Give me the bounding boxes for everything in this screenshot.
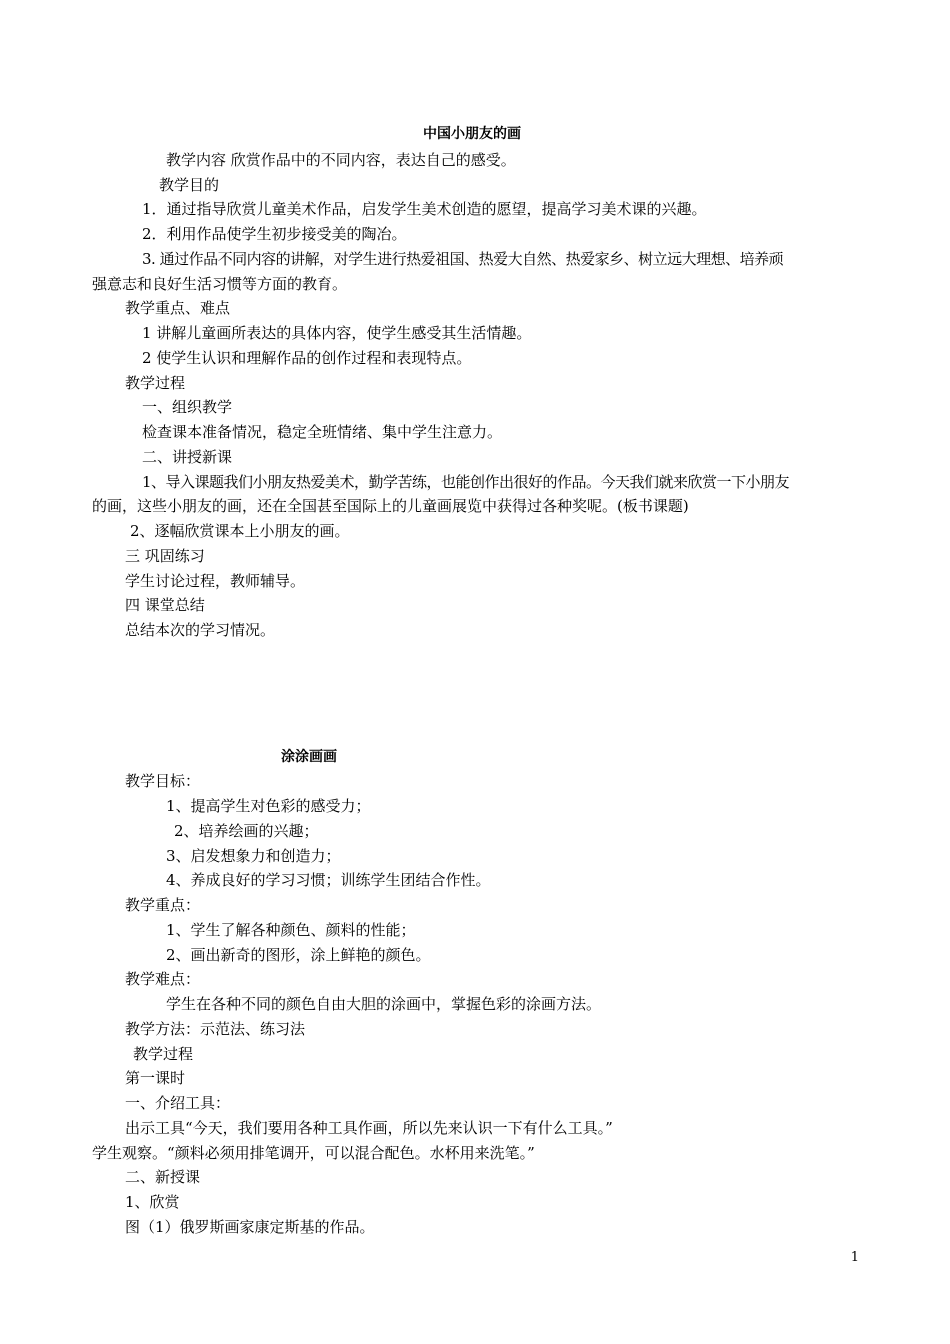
page-number: 1 — [850, 1250, 859, 1265]
lesson1-goals-heading: 教学目的 — [159, 176, 220, 194]
lesson1-process-heading: 教学过程 — [125, 374, 186, 392]
lesson2-period: 第一课时 — [125, 1069, 186, 1087]
lesson2-difficulty-text: 学生在各种不同的颜色自由大胆的涂画中，掌握色彩的涂画方法。 — [166, 995, 602, 1013]
lesson1-step-2: 二、讲授新课 — [142, 448, 233, 466]
lesson2-step-1-line2: 学生观察。“颜料必须用排笔调开，可以混合配色。水杯用来洗笔。” — [92, 1144, 535, 1162]
lesson2-step-2-item1: 1、欣赏 — [125, 1193, 180, 1211]
lesson1-step-3-text: 学生讨论过程，教师辅导。 — [125, 572, 306, 590]
lesson1-goal-3-line1: 3. 通过作品不同内容的讲解，对学生进行热爱祖国、热爱大自然、热爱家乡、树立远大理想、培养顽 — [142, 250, 784, 268]
lesson2-key-1: 1、学生了解各种颜色、颜料的性能； — [166, 921, 416, 939]
lesson1-step-1: 一、组织教学 — [142, 398, 233, 416]
lesson1-step-4-text: 总结本次的学习情况。 — [125, 621, 276, 639]
lesson2-step-1: 一、介绍工具： — [125, 1094, 231, 1112]
lesson2-goal-4: 4、养成良好的学习习惯；训练学生团结合作性。 — [166, 871, 491, 889]
lesson2-difficulty-heading: 教学难点： — [125, 970, 201, 988]
lesson1-step-2-item1-line1: 1、导入课题我们小朋友热爱美术，勤学苦练，也能创作出很好的作品。今天我们就来欣赏一下小朋友 — [142, 473, 790, 491]
lesson1-step-4: 四 课堂总结 — [125, 596, 205, 614]
lesson2-key-heading: 教学重点： — [125, 896, 201, 914]
lesson2-step-2: 二、新授课 — [125, 1168, 201, 1186]
lesson2-key-2: 2、画出新奇的图形，涂上鲜艳的颜色。 — [166, 946, 431, 964]
lesson1-goal-3-line2: 强意志和良好生活习惯等方面的教育。 — [92, 275, 348, 293]
lesson1-key-2: 2 使学生认识和理解作品的创作过程和表现特点。 — [142, 349, 472, 367]
lesson1-content: 教学内容 欣赏作品中的不同内容，表达自己的感受。 — [166, 151, 516, 169]
lesson2-step-2-figure1: 图（1）俄罗斯画家康定斯基的作品。 — [125, 1218, 375, 1236]
lesson2-title: 涂涂画画 — [281, 749, 337, 765]
lesson1-step-2-item2: 2、逐幅欣赏课本上小朋友的画。 — [130, 522, 350, 540]
lesson2-step-1-line1: 出示工具“今天，我们要用各种工具作画，所以先来认识一下有什么工具。” — [125, 1119, 613, 1137]
lesson2-goals-heading: 教学目标： — [125, 772, 201, 790]
lesson2-goal-2: 2、培养绘画的兴趣； — [174, 822, 319, 840]
lesson1-step-2-item1-line2: 的画，这些小朋友的画，还在全国甚至国际上的儿童画展览中获得过各种奖呢。(板书课题) — [92, 497, 689, 515]
lesson1-key-heading: 教学重点、难点 — [125, 299, 231, 317]
lesson1-step-3: 三 巩固练习 — [125, 547, 205, 565]
lesson1-goal-1: 1．通过指导欣赏儿童美术作品，启发学生美术创造的愿望，提高学习美术课的兴趣。 — [142, 200, 707, 218]
lesson1-key-1: 1 讲解儿童画所表达的具体内容，使学生感受其生活情趣。 — [142, 324, 532, 342]
lesson2-process-heading: 教学过程 — [133, 1045, 194, 1063]
lesson2-goal-1: 1、提高学生对色彩的感受力； — [166, 797, 371, 815]
lesson2-goal-3: 3、启发想象力和创造力； — [166, 847, 341, 865]
lesson1-step-1-text: 检查课本准备情况，稳定全班情绪、集中学生注意力。 — [142, 423, 503, 441]
lesson1-goal-2: 2．利用作品使学生初步接受美的陶冶。 — [142, 225, 407, 243]
lesson2-method: 教学方法：示范法、练习法 — [125, 1020, 306, 1038]
lesson1-title: 中国小朋友的画 — [423, 126, 521, 142]
